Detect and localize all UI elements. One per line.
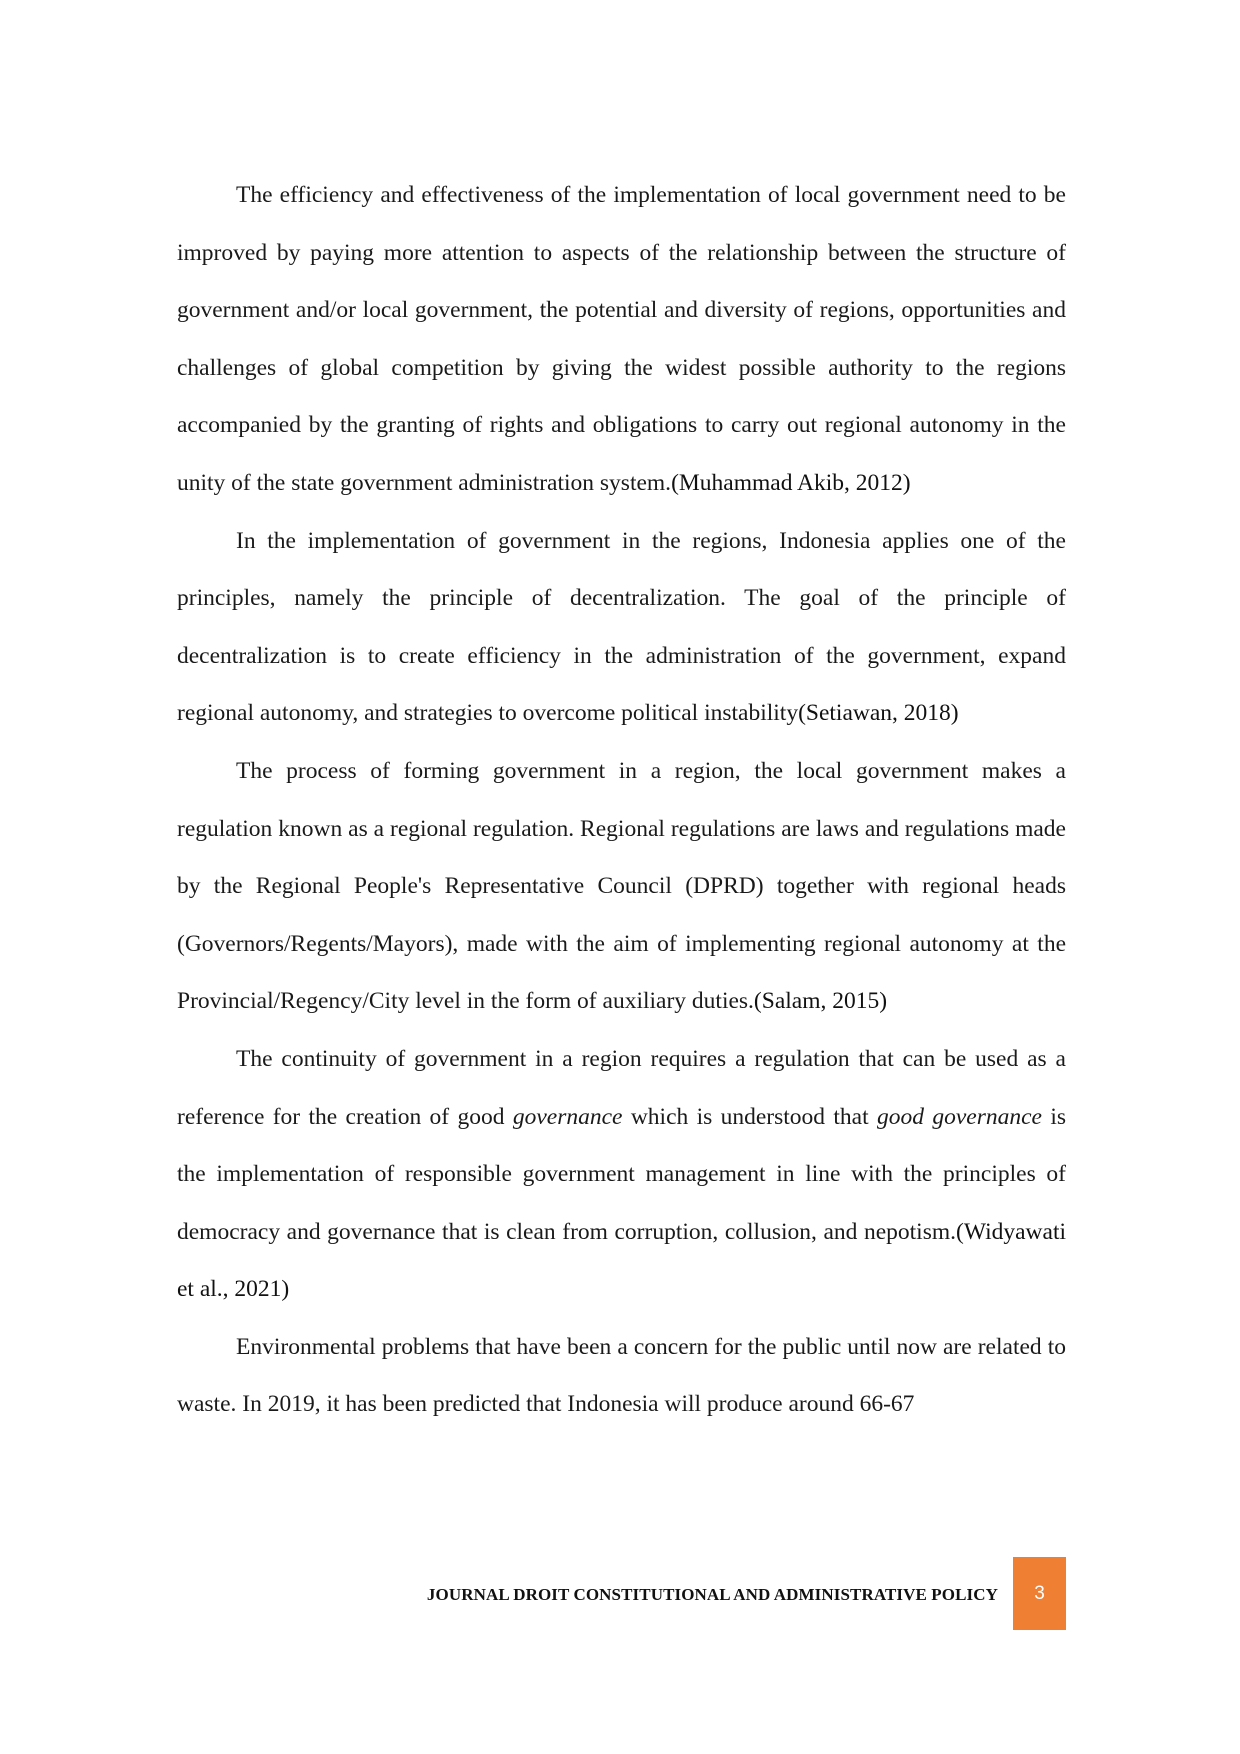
paragraph-local-government-efficiency — [177, 167, 1066, 513]
paragraph-text: In the implementation of government in the regions, Indonesia applies one of the principles, namely the principle of decentralization. The goal of the principle of decentralization is to create efficiency in the administration of the government, expand regional autonomy, and strategies to overcome political instability — [177, 527, 1066, 727]
page-number-badge — [1013, 1557, 1066, 1630]
paragraph-text: Environmental problems that have been a concern for the public until now are related to waste. In 2019, it has been predicted that Indonesia will produce around 66-67 — [177, 1333, 1066, 1418]
paragraph-text: The continuity of government in a region requires a regulation that can be used as a reference for the creation of good — [177, 1045, 1066, 1130]
italic-term-governance: governance — [512, 1103, 623, 1130]
paragraph-decentralization — [177, 513, 1066, 743]
journal-title: JOURNAL DROIT CONSTITUTIONAL AND ADMINISTRATIVE POLICY — [426, 1585, 998, 1604]
paragraph-regional-regulation — [177, 743, 1066, 1031]
page-number: 3 — [1034, 1582, 1045, 1604]
document-body — [177, 167, 1066, 1434]
paragraph-text: is the implementation of responsible government management in line with the principles of democracy and governance that is clean from corruption, collusion, and nepotism. — [177, 1103, 1066, 1245]
citation-salam: (Salam, 2015) — [753, 988, 888, 1015]
paragraph-text: The efficiency and effectiveness of the implementation of local government need to be improved by paying more attention to aspects of the relationship between the structure of government and/or local government, the potential and diversity of regions, opportunities and challenges of global competition by giving the widest possible authority to the regions accompanied by the granting of rights and obligations to carry out regional autonomy in the unity of the state government administration system. — [177, 182, 1066, 496]
paragraph-good-governance — [177, 1031, 1066, 1319]
citation-setiawan: (Setiawan, 2018) — [798, 700, 959, 727]
paragraph-text: which is understood that — [622, 1103, 877, 1130]
page-footer — [0, 1557, 1066, 1630]
paragraph-text: The process of forming government in a region, the local government makes a regulation known as a regional regulation. Regional regulations are laws and regulations made by the Regional People's Representative Council (DPRD) together with regional heads (Governors/Regents/Mayors), made with the aim of implementing regional autonomy at the Provincial/Regency/City level in the form of auxiliary duties. — [177, 757, 1066, 1015]
citation-widyawati: (Widyawati et al., 2021) — [177, 1218, 1066, 1303]
citation-akib: (Muhammad Akib, 2012) — [671, 469, 911, 496]
paragraph-environmental-waste — [177, 1319, 1066, 1434]
italic-term-good-governance: good governance — [877, 1103, 1042, 1130]
